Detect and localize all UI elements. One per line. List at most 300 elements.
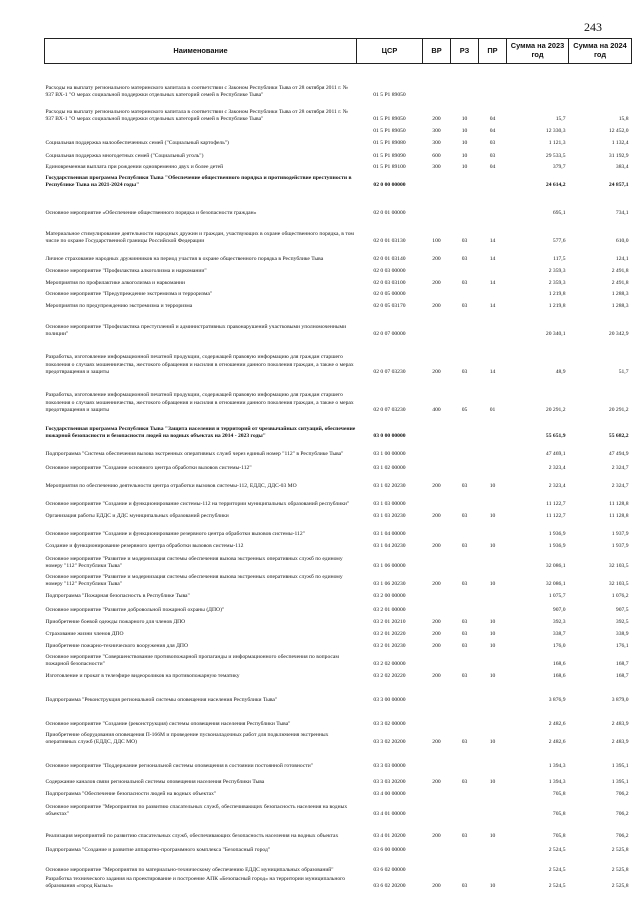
cell-sum-2024: 907,5 xyxy=(615,607,629,614)
cell-pr xyxy=(479,172,507,190)
cell-pr xyxy=(479,64,507,100)
cell-sum-2023: 577,6 xyxy=(552,238,566,245)
cell-name: Социальная поддержка малообеспеченных семей ("Социальный картофель") xyxy=(45,140,229,147)
table-row xyxy=(45,615,632,627)
cell-sum-2024: 31 192,9 xyxy=(608,153,629,160)
cell-sum-2024: 168,7 xyxy=(615,673,629,680)
page-number: 243 xyxy=(584,20,602,34)
cell-pr xyxy=(479,855,507,875)
cell-sum-2023: 907,0 xyxy=(552,607,566,614)
cell-vr: 200 xyxy=(432,483,441,490)
cell-pr xyxy=(479,441,507,459)
header-sum-2023: Сумма на 2023 год xyxy=(507,39,569,64)
cell-sum-2024: 176,1 xyxy=(615,643,629,650)
cell-sum-2024: 20 342,9 xyxy=(608,331,629,338)
cell-csr: 03 3 02 20200 xyxy=(373,739,406,746)
cell-name: Реализация мероприятий по развитию спасательных служб, обеспечивающих безопасность населения на водных объектах xyxy=(45,833,339,840)
header-name: Наименование xyxy=(45,39,357,64)
cell-csr: 03 2 01 20210 xyxy=(373,619,406,626)
cell-pr: 14 xyxy=(489,256,496,263)
cell-csr: 03 1 00 00000 xyxy=(373,451,406,458)
cell-sum-2024: 706,2 xyxy=(615,833,629,840)
cell-pr xyxy=(479,459,507,473)
cell-sum-2024: 2 525,8 xyxy=(611,847,629,854)
cell-sum-2023: 11 122,7 xyxy=(546,501,566,508)
cell-rz: 03 xyxy=(461,369,468,376)
table-row xyxy=(45,124,632,136)
cell-name: Мероприятия по профилактике алкоголизма и наркомании xyxy=(45,280,185,287)
header-pr: ПР xyxy=(479,39,507,64)
cell-vr: 300 xyxy=(432,164,441,171)
cell-csr: 03 6 02 00000 xyxy=(373,867,406,874)
table-row xyxy=(45,172,632,190)
header-sum-2024: Сумма на 2024 год xyxy=(569,39,632,64)
table-row xyxy=(45,639,632,651)
cell-rz xyxy=(451,799,479,819)
cell-sum-2024: 734,1 xyxy=(615,210,629,217)
table-header-row xyxy=(45,39,632,64)
cell-vr: 200 xyxy=(432,619,441,626)
cell-name: Основное мероприятие "Совершенствование противопожарной пропаганды и информационного обеспечения по вопросам пожарной безопасности" xyxy=(45,653,339,668)
cell-name: Основное мероприятие "Профилактика алкоголизма и наркомании" xyxy=(45,268,207,275)
cell-rz: 03 xyxy=(461,883,468,890)
table-row xyxy=(45,819,632,841)
cell-name: Мероприятия по обеспечению деятельности центра отработки вызовов системы-112, ЕДДС, ДДС-03 МО xyxy=(45,483,297,490)
table-row xyxy=(45,589,632,601)
cell-sum-2024: 124,1 xyxy=(615,256,629,263)
cell-sum-2024: 392,5 xyxy=(615,619,629,626)
table-row xyxy=(45,651,632,669)
cell-pr: 10 xyxy=(489,779,496,786)
cell-sum-2024: 20 291,2 xyxy=(608,407,629,414)
cell-sum-2023: 2 524,5 xyxy=(548,867,566,874)
cell-pr: 10 xyxy=(489,483,496,490)
cell-pr xyxy=(479,841,507,855)
cell-name: Приобретение боевой одежды пожарного для членов ДПО xyxy=(45,619,186,626)
cell-vr: 200 xyxy=(432,543,441,550)
cell-name: Основное мероприятие "Создание и функционирование системы-112 на территории муниципальных образований республики" xyxy=(45,501,350,508)
cell-rz xyxy=(451,190,479,218)
cell-csr: 03 3 03 20200 xyxy=(373,779,406,786)
cell-sum-2023: 2 323,4 xyxy=(548,483,566,490)
cell-csr: 03 1 03 20230 xyxy=(373,513,406,520)
cell-csr: 03 3 00 00000 xyxy=(373,697,406,704)
cell-sum-2023: 2 524,5 xyxy=(548,847,566,854)
cell-name: Мероприятия по предупреждению экстремизма и терроризма xyxy=(45,303,193,310)
cell-name: Личное страхование народных дружинников на период участия в охране общественного порядка в Республике Тыва xyxy=(45,256,324,263)
cell-vr xyxy=(423,172,451,190)
cell-vr xyxy=(423,459,451,473)
cell-name: Страхование жизни членов ДПО xyxy=(45,631,124,638)
cell-name: Расходы на выплату регионального материнского капитала в соответствии с Законом Республики Тыва от 28 октября 2011 г. № 937 ВХ-1 "О мерах социальной поддержки отдельных категорий семей в Республике Тыва" xyxy=(45,108,349,123)
cell-sum-2024: 12 452,0 xyxy=(608,128,629,135)
cell-vr: 200 xyxy=(432,256,441,263)
cell-rz xyxy=(451,855,479,875)
table-row xyxy=(45,64,632,100)
cell-rz: 10 xyxy=(461,128,468,135)
cell-sum-2023: 168,6 xyxy=(552,673,566,680)
table-row xyxy=(45,415,632,441)
cell-pr xyxy=(479,589,507,601)
cell-sum-2024: 2 324,7 xyxy=(611,483,629,490)
table-row xyxy=(45,521,632,539)
cell-name: Социальная поддержка многодетных семей ("Социальный уголь") xyxy=(45,153,204,160)
cell-vr xyxy=(423,855,451,875)
cell-name: Основное мероприятие "Поддержание региональной системы оповещения в состоянии постоянной готовности" xyxy=(45,763,314,770)
cell-sum-2023: 1 121,3 xyxy=(548,140,566,147)
cell-sum-2024: 1 132,4 xyxy=(611,140,629,147)
table-row xyxy=(45,459,632,473)
cell-name: Расходы на выплату регионального материнского капитала в соответствии с Законом Республики Тыва от 28 октября 2011 г. № 937 ВХ-1 "О мерах социальной поддержки отдельных категорий семей в Республике Тыва" xyxy=(45,84,349,99)
cell-sum-2023: 2 359,3 xyxy=(548,268,566,275)
cell-vr xyxy=(423,705,451,729)
cell-csr: 01 5 P1 89090 xyxy=(373,153,406,160)
cell-sum-2024: 2 525,8 xyxy=(611,867,629,874)
cell-name: Организация работы ЕДДС и ДДС муниципальных образований республики xyxy=(45,513,229,520)
cell-rz xyxy=(451,415,479,441)
cell-vr xyxy=(423,589,451,601)
cell-sum-2024: 1 937,9 xyxy=(611,543,629,550)
cell-csr: 02 0 01 03130 xyxy=(373,238,406,245)
cell-name: Подпрограмма "Пожарная безопасность в Республике Тыва" xyxy=(45,593,190,600)
cell-name: Основное мероприятие "Развитие и модернизация системы обеспечения вызова экстренных оперативных служб по единому номеру "112" Республики Тыва" xyxy=(45,555,343,570)
cell-rz: 03 xyxy=(461,483,468,490)
cell-name: Основное мероприятие "Создание (реконструкция) системы оповещения населения Республики Тыва" xyxy=(45,721,291,728)
cell-csr: 03 0 00 00000 xyxy=(373,433,406,440)
cell-csr: 02 0 01 03140 xyxy=(373,256,406,263)
cell-rz xyxy=(451,441,479,459)
cell-rz xyxy=(451,651,479,669)
cell-sum-2024: 32 103,5 xyxy=(608,563,629,570)
cell-sum-2023: 117,5 xyxy=(553,256,566,263)
cell-sum-2024: 1 288,3 xyxy=(611,291,629,298)
cell-pr: 03 xyxy=(489,153,496,160)
cell-rz xyxy=(451,264,479,276)
cell-sum-2024: 11 128,8 xyxy=(609,513,629,520)
cell-vr: 300 xyxy=(432,140,441,147)
cell-sum-2023: 705,8 xyxy=(552,833,566,840)
cell-vr: 200 xyxy=(432,643,441,650)
cell-pr: 04 xyxy=(489,128,496,135)
cell-sum-2024: 55 682,2 xyxy=(608,433,629,440)
cell-sum-2024: 47 494,9 xyxy=(608,451,629,458)
cell-sum-2024: 1 076,2 xyxy=(611,593,629,600)
cell-pr: 14 xyxy=(489,369,496,376)
cell-csr: 03 1 02 00000 xyxy=(373,465,406,472)
cell-sum-2023: 47 469,1 xyxy=(545,451,566,458)
cell-sum-2023: 168,6 xyxy=(552,661,566,668)
cell-name: Основное мероприятие "Мероприятия по материально-техническому обеспечению ЕДДС муниципальных образований" xyxy=(45,867,334,874)
cell-pr: 04 xyxy=(489,116,496,123)
cell-name: Приобретение оборудования оповещения П-166М и проведение пусконаладочных работ для подключения экстренных оперативных служб (ЕДДС, ДДС МО) xyxy=(45,731,329,746)
cell-rz: 10 xyxy=(461,164,468,171)
cell-vr: 200 xyxy=(432,116,441,123)
cell-vr xyxy=(423,415,451,441)
cell-name: Материальное стимулирование деятельности народных дружин и граждан, участвующих в охране общественного порядка, в том числе по охране Государственной границы Российской Федерации xyxy=(45,230,354,245)
cell-rz xyxy=(451,787,479,799)
cell-sum-2023 xyxy=(507,64,569,100)
cell-vr: 200 xyxy=(432,779,441,786)
cell-sum-2023: 1 936,9 xyxy=(548,543,566,550)
cell-sum-2023: 338,7 xyxy=(552,631,566,638)
cell-pr: 10 xyxy=(489,673,496,680)
cell-rz: 03 xyxy=(461,256,468,263)
cell-sum-2023: 15,7 xyxy=(555,116,566,123)
table-row xyxy=(45,161,632,172)
cell-sum-2023: 2 524,5 xyxy=(548,883,566,890)
cell-name: Государственная программа Республики Тыва "Защита населения и территорий от чрезвычайных ситуаций, обеспечение пожарной безопасности и безопасности людей на водных объектах на 2014 - 2023 годы" xyxy=(45,425,356,440)
cell-csr: 03 6 02 20200 xyxy=(373,883,406,890)
cell-csr: 03 2 00 00000 xyxy=(373,593,406,600)
cell-pr xyxy=(479,491,507,509)
cell-name: Основное мероприятие "Создание и функционирование резервного центра обработки вызовов системы-112" xyxy=(45,531,305,538)
cell-vr xyxy=(423,841,451,855)
cell-sum-2023: 12 330,3 xyxy=(545,128,566,135)
cell-csr: 01 5 P1 89050 xyxy=(373,128,406,135)
table-row xyxy=(45,571,632,589)
cell-sum-2023: 1 219,8 xyxy=(548,303,566,310)
cell-pr: 14 xyxy=(489,280,496,287)
cell-sum-2024: 706,2 xyxy=(615,791,629,798)
cell-pr: 10 xyxy=(489,833,496,840)
table-row xyxy=(45,491,632,509)
cell-pr: 10 xyxy=(489,513,496,520)
cell-name: Государственная программа Республики Тыва "Обеспечение общественного порядка и противодействие преступности в Республике Тыва на 2021-2024 годы" xyxy=(45,174,352,189)
cell-csr: 02 0 05 00000 xyxy=(373,291,406,298)
cell-pr xyxy=(479,551,507,571)
cell-vr: 200 xyxy=(432,581,441,588)
cell-sum-2024: 24 857,1 xyxy=(608,182,629,189)
table-row xyxy=(45,875,632,891)
cell-sum-2024: 32 103,5 xyxy=(608,581,629,588)
cell-rz xyxy=(451,841,479,855)
cell-rz: 03 xyxy=(461,643,468,650)
cell-rz: 10 xyxy=(461,116,468,123)
cell-rz: 03 xyxy=(461,238,468,245)
cell-name: Разработка, изготовление информационной печатной продукции, содержащей правовую информацию для граждан старшего поколения о случаях мошенничества, жестокого обращения и насилия в отношении данного поколения граждан, а также о мерах предотвращения и защиты xyxy=(45,392,354,414)
cell-csr: 03 4 00 00000 xyxy=(373,791,406,798)
cell-sum-2024: 1 937,9 xyxy=(611,531,629,538)
table-row xyxy=(45,855,632,875)
cell-pr: 03 xyxy=(489,140,496,147)
table-row xyxy=(45,148,632,161)
cell-pr xyxy=(479,799,507,819)
table-row xyxy=(45,601,632,615)
cell-vr: 200 xyxy=(432,369,441,376)
table-row xyxy=(45,705,632,729)
cell-csr: 01 5 P1 89050 xyxy=(373,92,406,99)
cell-sum-2023: 20 340,1 xyxy=(545,331,566,338)
table-row xyxy=(45,311,632,339)
cell-pr xyxy=(479,190,507,218)
cell-vr xyxy=(423,441,451,459)
table-row xyxy=(45,627,632,639)
table-row xyxy=(45,136,632,148)
cell-name: Подпрограмма "Реконструкция региональной системы оповещения населения Республики Тыва" xyxy=(45,697,278,704)
cell-vr xyxy=(423,681,451,705)
cell-sum-2023: 392,3 xyxy=(552,619,566,626)
table-row xyxy=(45,288,632,299)
cell-pr xyxy=(479,311,507,339)
cell-rz: 03 xyxy=(461,280,468,287)
cell-csr: 03 1 03 00000 xyxy=(373,501,406,508)
cell-csr: 03 3 03 00000 xyxy=(373,763,406,770)
cell-rz xyxy=(451,288,479,299)
cell-csr: 03 6 00 00000 xyxy=(373,847,406,854)
cell-sum-2023: 2 359,3 xyxy=(548,280,566,287)
cell-csr: 03 1 04 00000 xyxy=(373,531,406,538)
cell-pr: 04 xyxy=(489,164,496,171)
cell-rz: 03 xyxy=(461,779,468,786)
cell-csr: 02 0 07 03230 xyxy=(373,369,406,376)
header-vr: ВР xyxy=(423,39,451,64)
table-row xyxy=(45,190,632,218)
cell-csr: 01 5 P1 89100 xyxy=(373,164,406,171)
cell-vr: 200 xyxy=(432,833,441,840)
cell-sum-2024: 610,0 xyxy=(615,238,629,245)
table-row xyxy=(45,799,632,819)
cell-vr: 200 xyxy=(432,303,441,310)
cell-rz: 03 xyxy=(461,543,468,550)
cell-pr xyxy=(479,601,507,615)
cell-sum-2023: 2 323,4 xyxy=(548,465,566,472)
cell-sum-2024: 2 483,9 xyxy=(611,721,629,728)
cell-vr xyxy=(423,787,451,799)
cell-name: Разработка, изготовление информационной печатной продукции, содержащей правовую информацию для граждан старшего поколения о случаях мошенничества, жестокого обращения и насилия в отношении данного поколения граждан, а также о мерах предотвращения и защиты xyxy=(45,354,354,376)
cell-pr: 10 xyxy=(489,619,496,626)
cell-name: Основное мероприятие "Развитие и модернизация системы обеспечения вызова экстренных оперативных служб по единому номеру "112" Республики Тыва" xyxy=(45,573,343,588)
cell-sum-2024: 706,2 xyxy=(615,811,629,818)
cell-name: Приобретение пожарно-технического вооружения для ДПО xyxy=(45,643,189,650)
cell-vr xyxy=(423,651,451,669)
cell-name: Подпрограмма "Обеспечение безопасности людей на водных объектах" xyxy=(45,791,217,798)
cell-rz: 10 xyxy=(461,153,468,160)
cell-rz: 03 xyxy=(461,631,468,638)
cell-sum-2023: 1 936,9 xyxy=(548,531,566,538)
cell-sum-2023: 176,0 xyxy=(552,643,566,650)
cell-pr xyxy=(479,747,507,771)
table-row xyxy=(45,771,632,787)
cell-csr: 03 1 06 00000 xyxy=(373,563,406,570)
table-row xyxy=(45,246,632,264)
cell-rz xyxy=(451,311,479,339)
cell-sum-2023: 32 086,1 xyxy=(545,581,566,588)
cell-pr xyxy=(479,521,507,539)
cell-csr: 03 2 02 00000 xyxy=(373,661,406,668)
cell-sum-2024: 2 483,9 xyxy=(611,739,629,746)
table-row xyxy=(45,747,632,771)
cell-sum-2023: 32 086,1 xyxy=(545,563,566,570)
cell-rz: 10 xyxy=(461,140,468,147)
table-row xyxy=(45,669,632,681)
cell-name xyxy=(45,124,357,136)
cell-csr: 03 4 01 20200 xyxy=(373,833,406,840)
cell-vr: 200 xyxy=(432,673,441,680)
cell-name: Подпрограмма "Создание и развитие аппаратно-программного комплекса "Безопасный город" xyxy=(45,847,271,854)
table-row xyxy=(45,441,632,459)
cell-vr: 200 xyxy=(432,513,441,520)
table-row xyxy=(45,377,632,415)
cell-pr: 10 xyxy=(489,739,496,746)
cell-sum-2023: 55 651,9 xyxy=(545,433,566,440)
header-rz: РЗ xyxy=(451,39,479,64)
cell-name: Основное мероприятие "Мероприятия по развитию спасательных служб, обеспечивающих безопасность населения на водных объектах" xyxy=(45,803,348,818)
cell-csr: 03 2 01 20220 xyxy=(373,631,406,638)
cell-sum-2024: 2 324,7 xyxy=(611,465,629,472)
cell-rz xyxy=(451,705,479,729)
cell-vr: 600 xyxy=(432,153,441,160)
cell-csr: 01 5 P1 89050 xyxy=(373,116,406,123)
cell-vr xyxy=(423,491,451,509)
cell-sum-2024: 51,7 xyxy=(618,369,629,376)
cell-pr xyxy=(479,264,507,276)
cell-rz xyxy=(451,601,479,615)
cell-csr: 02 0 03 03100 xyxy=(373,280,406,287)
cell-rz xyxy=(451,64,479,100)
cell-sum-2024: 1 395,1 xyxy=(611,763,629,770)
cell-csr: 03 2 01 20230 xyxy=(373,643,406,650)
cell-vr xyxy=(423,747,451,771)
cell-vr xyxy=(423,521,451,539)
cell-csr: 03 1 04 20230 xyxy=(373,543,406,550)
cell-pr xyxy=(479,288,507,299)
cell-rz: 05 xyxy=(461,407,468,414)
cell-pr: 10 xyxy=(489,543,496,550)
cell-sum-2023: 705,8 xyxy=(552,811,566,818)
table-row xyxy=(45,539,632,551)
table-row xyxy=(45,276,632,288)
table-row xyxy=(45,299,632,311)
header-csr: ЦСР xyxy=(357,39,423,64)
table-row xyxy=(45,473,632,491)
cell-pr xyxy=(479,415,507,441)
cell-csr: 01 5 P1 89080 xyxy=(373,140,406,147)
cell-vr: 300 xyxy=(432,128,441,135)
cell-rz xyxy=(451,172,479,190)
cell-vr: 100 xyxy=(432,238,441,245)
cell-sum-2023: 1 394,3 xyxy=(548,763,566,770)
cell-rz xyxy=(451,491,479,509)
cell-vr xyxy=(423,601,451,615)
cell-sum-2024: 2 525,8 xyxy=(611,883,629,890)
budget-table xyxy=(44,38,632,891)
cell-vr: 200 xyxy=(432,739,441,746)
table-row xyxy=(45,264,632,276)
cell-vr xyxy=(423,311,451,339)
cell-csr: 02 0 03 00000 xyxy=(373,268,406,275)
cell-csr: 03 4 01 00000 xyxy=(373,811,406,818)
cell-sum-2024: 168,7 xyxy=(615,661,629,668)
table-row xyxy=(45,681,632,705)
table-row xyxy=(45,339,632,377)
cell-sum-2024: 1 288,3 xyxy=(611,303,629,310)
cell-rz xyxy=(451,747,479,771)
cell-vr xyxy=(423,551,451,571)
cell-pr: 10 xyxy=(489,631,496,638)
cell-name: Содержание каналов связи региональной системы оповещения населения Республики Тыва xyxy=(45,779,265,786)
cell-rz xyxy=(451,459,479,473)
table-row xyxy=(45,100,632,124)
cell-sum-2023: 379,7 xyxy=(552,164,566,171)
cell-rz: 03 xyxy=(461,739,468,746)
cell-name: Основное мероприятие "Создание основного центра обработки вызовов системы-112" xyxy=(45,465,252,472)
cell-csr: 03 3 02 00000 xyxy=(373,721,406,728)
table-row xyxy=(45,729,632,747)
cell-sum-2024: 3 879,0 xyxy=(611,697,629,704)
cell-rz: 03 xyxy=(461,619,468,626)
cell-name: Основное мероприятие "Развитие добровольной пожарной охраны (ДПО)" xyxy=(45,607,225,614)
cell-sum-2023: 3 876,9 xyxy=(548,697,566,704)
